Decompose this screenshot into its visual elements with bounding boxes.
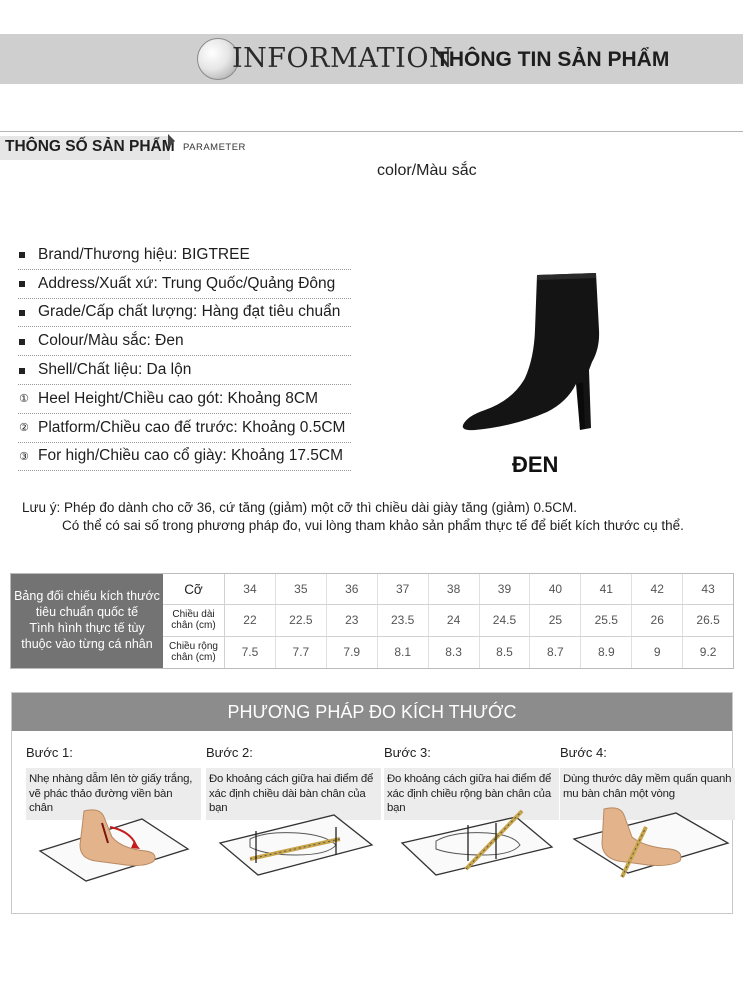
- size-cell: 8.3: [429, 637, 480, 668]
- banner-title-en: INFORMATION: [232, 43, 454, 74]
- foot-outline-icon: [34, 803, 194, 883]
- square-bullet-icon: [18, 364, 38, 377]
- size-row-header: [163, 637, 225, 668]
- color-label: color/Màu sắc: [377, 162, 477, 179]
- note-line-1: Lưu ý: Phép đo dành cho cỡ 36, cứ tăng (giảm) một cỡ thì chiều dài giày tăng (giảm) 0.5CM.: [22, 500, 578, 515]
- size-row-header-line: Cỡ: [184, 581, 203, 597]
- product-color-caption: ĐEN: [512, 452, 559, 477]
- square-bullet-icon: [18, 248, 38, 261]
- step-label: Bước 4:: [560, 745, 607, 760]
- spec-row: [18, 443, 351, 472]
- spec-text: Colour/Màu sắc: Đen: [38, 332, 184, 350]
- foot-tape-icon: [570, 803, 730, 883]
- step-description: Đo khoảng cách giữa hai điểm để xác định chiều dài bàn chân của bạn: [206, 768, 381, 820]
- info-banner: [0, 34, 743, 84]
- size-cell: 24.5: [480, 605, 531, 635]
- square-bullet-icon: [18, 306, 38, 319]
- size-chart-caption: [11, 574, 163, 668]
- spec-row: [18, 299, 351, 328]
- spec-row: [18, 241, 351, 270]
- method-title: PHƯƠNG PHÁP ĐO KÍCH THƯỚC: [12, 693, 732, 731]
- size-chart-table: [10, 573, 734, 669]
- parameter-title-vi: THÔNG SỐ SẢN PHẨM: [5, 138, 175, 155]
- size-row-header: [163, 605, 225, 635]
- circled-number-icon: ③: [19, 449, 29, 463]
- size-table-row: [163, 637, 733, 668]
- size-cell: 38: [429, 574, 480, 604]
- size-row-header-line: Chiều rộng: [169, 641, 218, 653]
- parameter-heading-box: [0, 136, 175, 160]
- size-cell: 25.5: [581, 605, 632, 635]
- size-row-header-line: Chiều dài: [172, 609, 215, 621]
- spec-text: Heel Height/Chiều cao gót: Khoảng 8CM: [38, 389, 319, 407]
- size-cell: 23.5: [378, 605, 429, 635]
- spec-row: [18, 327, 351, 356]
- size-cell: 26.5: [696, 613, 720, 628]
- size-cell: 8.9: [581, 637, 632, 668]
- product-image: [455, 270, 615, 435]
- size-chart-caption-line: thuộc vào từng cá nhân: [21, 637, 153, 651]
- size-chart-grid: [163, 574, 733, 668]
- spec-row: [18, 414, 351, 443]
- size-cell: 9.2: [699, 645, 717, 660]
- size-cell: 40: [530, 574, 581, 604]
- foot-width-icon: [396, 803, 556, 883]
- spec-text: Grade/Cấp chất lượng: Hàng đạt tiêu chuẩn: [38, 303, 341, 321]
- size-row-header-line: chân (cm): [171, 652, 216, 664]
- spec-text: Address/Xuất xứ: Trung Quốc/Quảng Đông: [38, 274, 336, 292]
- square-bullet-icon: [18, 277, 38, 290]
- step-label: Bước 1:: [26, 745, 73, 760]
- circled-number-icon: ①: [19, 392, 29, 406]
- size-cell: 42: [632, 574, 683, 604]
- size-table-row: [163, 574, 733, 605]
- size-cell: 22: [225, 605, 276, 635]
- size-cell: 7.7: [276, 637, 327, 668]
- spec-text: For high/Chiều cao cổ giày: Khoảng 17.5CM: [38, 447, 344, 465]
- size-chart-caption-line: Tình hình thực tế tùy: [29, 621, 145, 635]
- size-row-header: [163, 574, 225, 604]
- size-cell: 9: [632, 637, 683, 668]
- size-cell: 23: [327, 605, 378, 635]
- spec-text: Shell/Chất liệu: Da lộn: [38, 361, 192, 379]
- size-cell: 36: [327, 574, 378, 604]
- note-line-2: Có thể có sai số trong phương pháp đo, vui lòng tham khảo sản phẩm thực tế để biết kích thước cụ thể.: [62, 518, 684, 533]
- size-cell: 8.1: [378, 637, 429, 668]
- spec-text: Platform/Chiều cao đế trước: Khoảng 0.5CM: [38, 418, 346, 436]
- ankle-boot-icon: [455, 270, 615, 435]
- step-description: Đo khoảng cách giữa hai điểm để xác định chiều rộng bàn chân của bạn: [384, 768, 559, 820]
- step-label: Bước 3:: [384, 745, 431, 760]
- foot-length-icon: [216, 803, 376, 883]
- size-cell: 41: [581, 574, 632, 604]
- size-cell: 25: [530, 605, 581, 635]
- size-row-header-line: chân (cm): [171, 620, 216, 632]
- size-table-row: [163, 605, 733, 636]
- size-cell: 35: [276, 574, 327, 604]
- size-chart-caption-line: tiêu chuẩn quốc tế: [35, 605, 139, 619]
- size-cell: 39: [480, 574, 531, 604]
- spec-row: [18, 385, 351, 414]
- step-label: Bước 2:: [206, 745, 253, 760]
- size-cell: 8.5: [480, 637, 531, 668]
- parameter-title-en: PARAMETER: [183, 142, 246, 153]
- size-cell: 24: [429, 605, 480, 635]
- step-description: Dùng thước dây mềm quấn quanh mu bàn chân một vòng: [560, 768, 735, 820]
- size-cell: 37: [378, 574, 429, 604]
- circled-number-icon: ②: [19, 421, 29, 435]
- banner-title-vi: THÔNG TIN SẢN PHẨM: [436, 48, 670, 71]
- parameter-divider: [0, 131, 743, 132]
- size-cell: 34: [225, 574, 276, 604]
- square-bullet-icon: [18, 335, 38, 348]
- spec-list: [18, 241, 351, 471]
- step-description: Nhẹ nhàng dẫm lên tờ giấy trắng, vẽ phác thảo đường viền bàn chân: [26, 768, 201, 820]
- parameter-arrow-icon: [168, 134, 175, 148]
- spec-text: Brand/Thương hiệu: BIGTREE: [38, 245, 250, 263]
- measure-method-panel: [11, 692, 733, 914]
- size-cell: 8.7: [530, 637, 581, 668]
- size-cell: 43: [701, 582, 715, 597]
- spec-row: [18, 270, 351, 299]
- size-cell: 7.5: [225, 637, 276, 668]
- spec-row: [18, 356, 351, 385]
- size-cell: 22.5: [276, 605, 327, 635]
- size-cell: 26: [632, 605, 683, 635]
- size-chart-caption-line: Bảng đối chiếu kích thước: [14, 589, 160, 603]
- size-cell: 7.9: [327, 637, 378, 668]
